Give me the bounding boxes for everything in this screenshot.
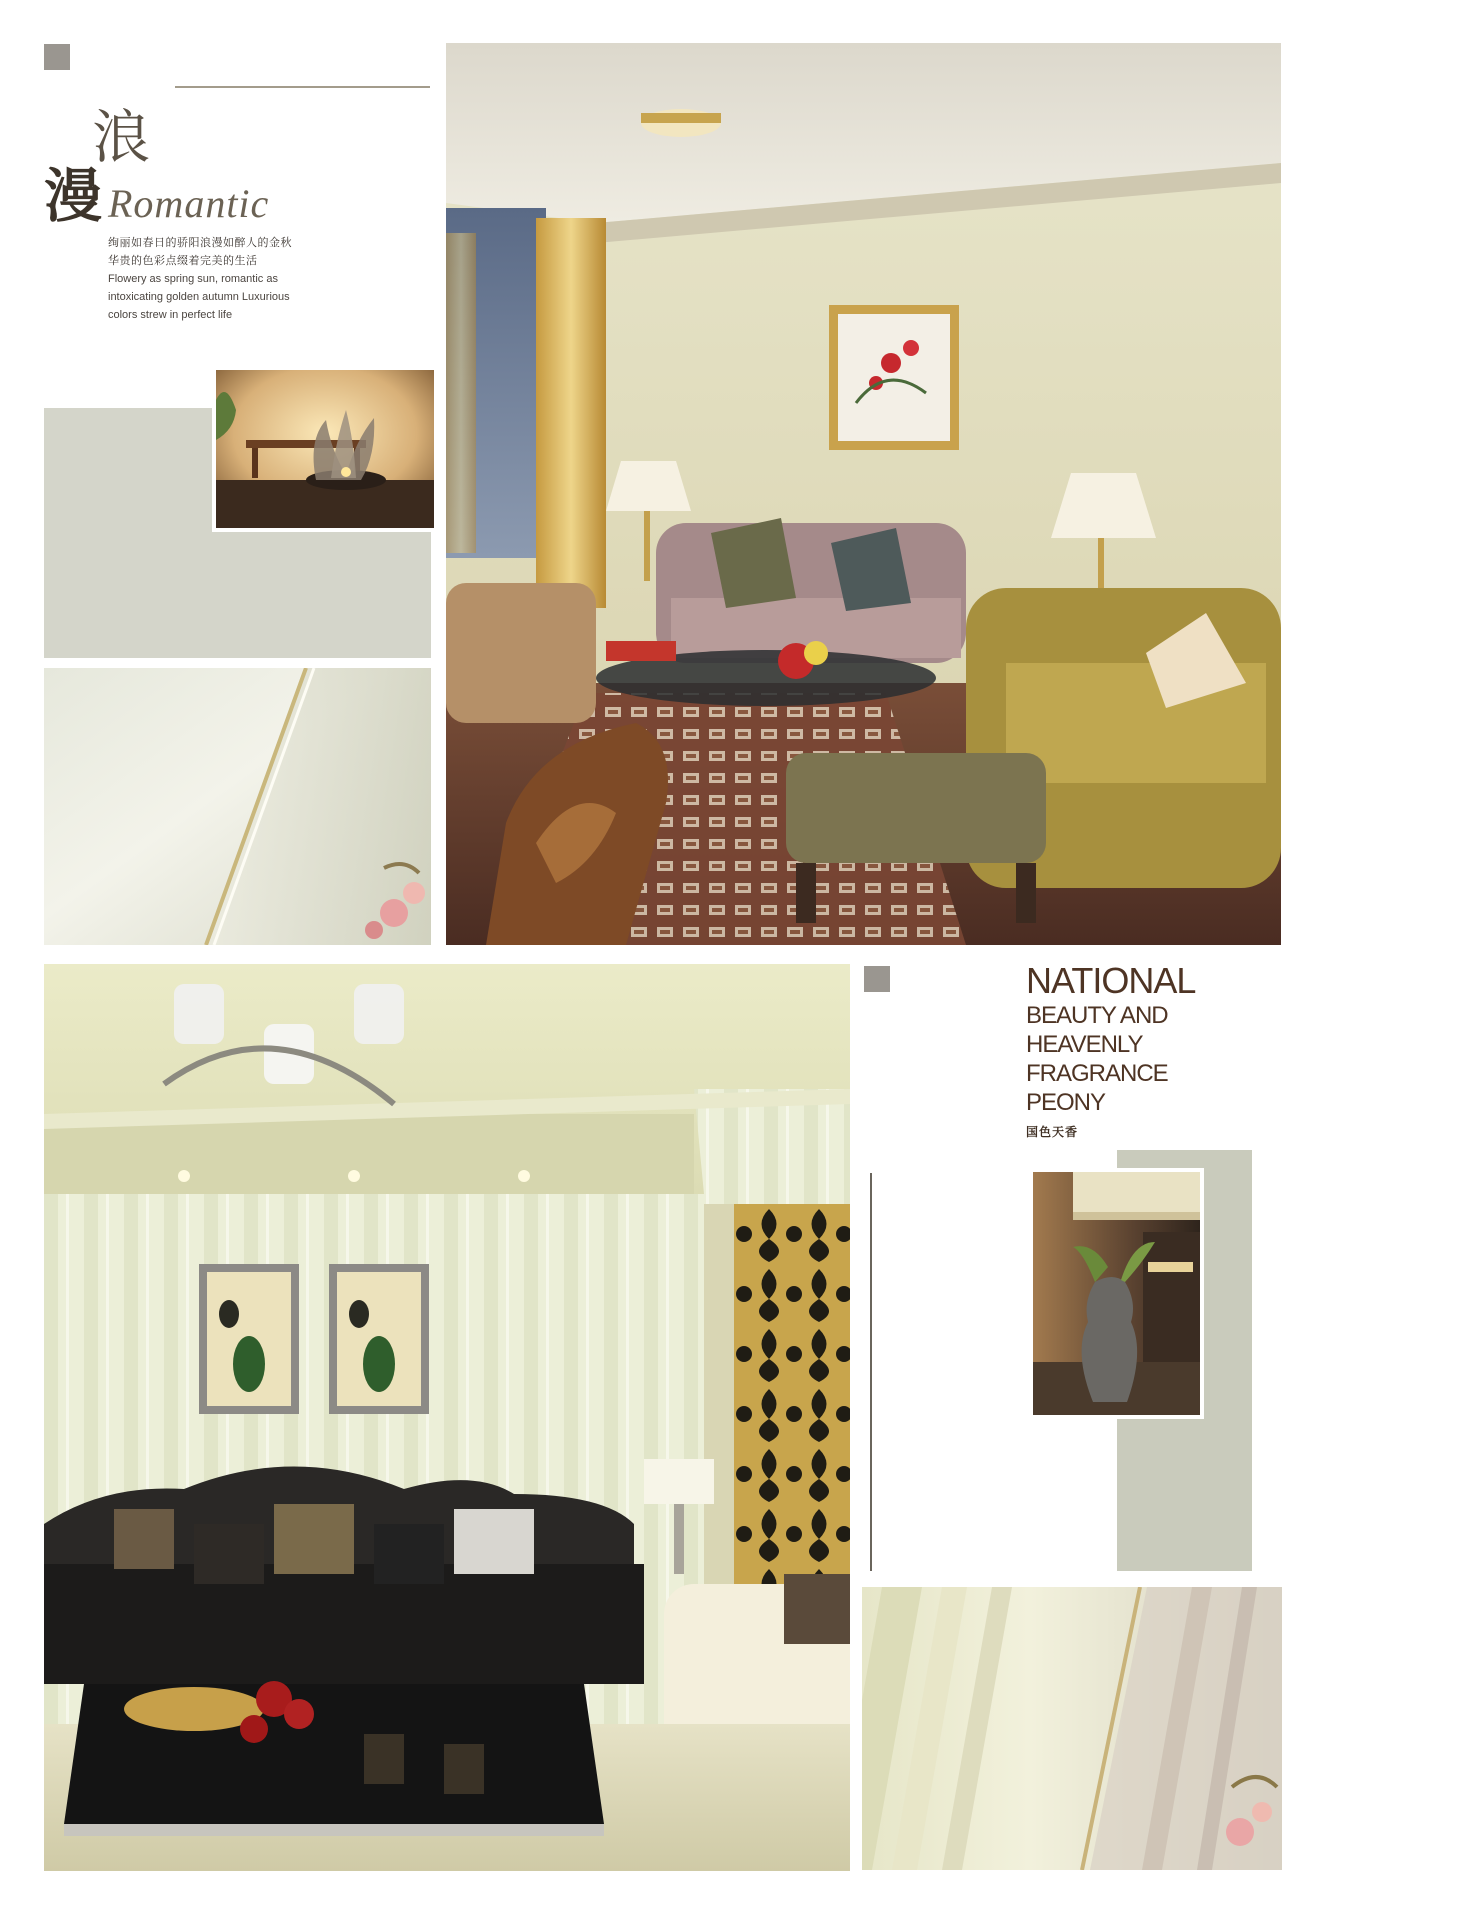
title-heavenly: HEAVENLY (1026, 1031, 1143, 1058)
title-char-man: 漫 (44, 162, 103, 230)
photo-living-room-romantic (446, 43, 1281, 945)
title-fragrance: FRAGRANCE (1026, 1060, 1168, 1087)
photo-lotus-candle (212, 366, 438, 532)
desc-en-line-1: Flowery as spring sun, romantic as (108, 273, 278, 285)
photo-living-room-stripes (44, 964, 850, 1871)
romantic-description (108, 234, 358, 324)
desc-cn-line-2: 华贵的色彩点缀着完美的生活 (108, 254, 258, 267)
title-national: NATIONAL (1026, 960, 1196, 1001)
divider-line-vertical (870, 1173, 872, 1571)
desc-en-line-2: intoxicating golden autumn Luxurious (108, 291, 290, 303)
title-char-lang: 浪 (92, 103, 151, 171)
desc-cn-line-1: 绚丽如春日的骄阳浪漫如醉人的金秋 (108, 236, 292, 249)
desc-en-line-3: colors strew in perfect life (108, 309, 233, 321)
title-romantic: Romantic (108, 181, 270, 226)
decor-square-top (44, 44, 70, 70)
title-cn-guoseitianxiang: 国色天香 (1026, 1125, 1079, 1139)
decor-square-right (864, 966, 890, 992)
divider-line-top (175, 86, 430, 88)
title-beauty-and: BEAUTY AND (1026, 1002, 1168, 1029)
national-title (1026, 961, 1286, 1140)
photo-vase-interior (1029, 1168, 1204, 1419)
wallpaper-swatch-right (862, 1587, 1282, 1870)
wallpaper-swatch-left (44, 668, 431, 945)
title-peony: PEONY (1026, 1089, 1106, 1116)
